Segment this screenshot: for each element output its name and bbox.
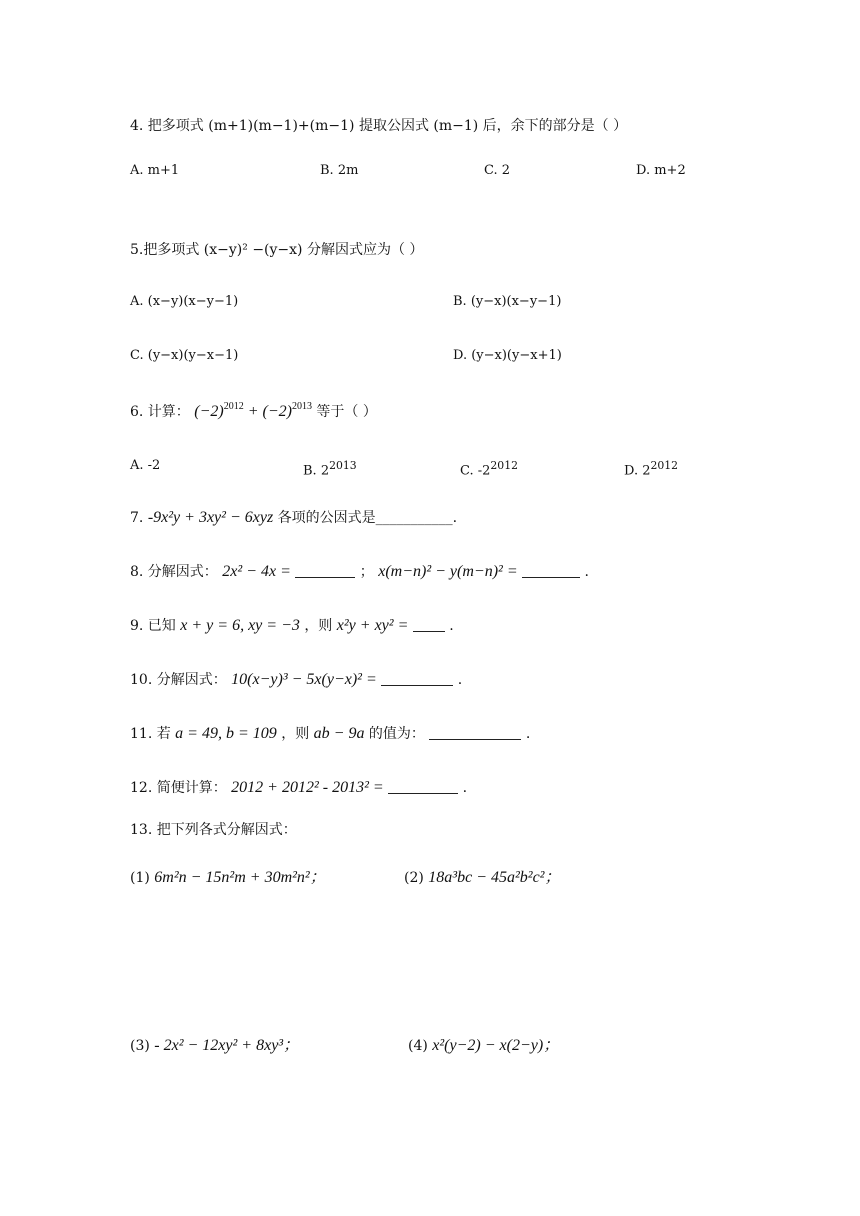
q11-condition: a = 49, b = 109 (175, 725, 277, 742)
question-8 (130, 562, 589, 582)
q11-mid: ，则 (281, 726, 314, 742)
q9-end: . (449, 618, 454, 634)
q13-item-1-expression: 6m²n − 15n²m + 30m²n²； (154, 869, 326, 886)
q11-answer-blank[interactable] (429, 725, 521, 740)
q6-option-b[interactable]: B. $2^{2013}$ (303, 459, 357, 479)
question-9 (130, 616, 454, 636)
q6-option-c[interactable]: C. $-2^{2012}$ (460, 459, 518, 479)
q12-prefix: 12. 简便计算： (130, 780, 227, 796)
q11-suffix: 的值为： (368, 726, 425, 742)
q13-item-2-label: (2) (404, 870, 429, 886)
question-11 (130, 724, 530, 744)
q12-answer-blank[interactable] (388, 779, 458, 794)
question-6-stem (130, 402, 377, 422)
q8-expression-1: 2x² − 4x = (222, 563, 291, 580)
q4-option-c[interactable]: C. 2 (484, 163, 511, 178)
q6-option-a[interactable]: A. -2 (130, 458, 161, 473)
q6-expression: $(-2)^{2012} + (-2)^{2013}$ (194, 401, 312, 420)
q8-expression-2: x(m−n)² − y(m−n)² = (378, 563, 518, 580)
q8-answer-blank-1[interactable] (295, 563, 355, 578)
q13-item-2-expression: 18a³bc − 45a²b²c²； (428, 869, 561, 886)
q7-expression: -9x²y + 3xy² − 6xyz (147, 509, 274, 526)
q10-expression: 10(x−y)³ − 5x(y−x)² = (231, 671, 377, 688)
question-13-stem: 13. 把下列各式分解因式： (130, 822, 297, 838)
q5-option-d[interactable]: D. (y−x)(y−x+1) (453, 348, 562, 363)
q13-item-3-label: (3) (130, 1038, 155, 1054)
q6-suffix: 等于（ ） (316, 404, 377, 420)
q4-option-b[interactable]: B. 2m (320, 163, 359, 178)
q6-prefix: 6. 计算： (130, 404, 190, 420)
q10-answer-blank[interactable] (381, 671, 453, 686)
q7-prefix: 7. (130, 510, 148, 526)
q5-option-b[interactable]: B. (y−x)(x−y−1) (453, 294, 562, 309)
q5-option-a[interactable]: A. (x−y)(x−y−1) (130, 294, 239, 309)
q6-option-d[interactable]: D. $2^{2012}$ (624, 459, 679, 479)
q9-condition: x + y = 6, xy = −3 (180, 617, 300, 634)
q9-mid: ，则 (304, 618, 337, 634)
q10-end: . (457, 672, 463, 688)
q8-answer-blank-2[interactable] (522, 563, 580, 578)
q4-option-d[interactable]: D. m+2 (636, 163, 686, 178)
q13-item-4-label: (4) (408, 1038, 433, 1054)
q11-prefix: 11. 若 (130, 726, 176, 742)
q7-suffix: 各项的公因式是___________. (277, 510, 458, 526)
question-7 (130, 508, 457, 528)
q13-item-3-expression: - 2x² − 12xy² + 8xy³； (154, 1037, 300, 1054)
q9-answer-blank[interactable] (413, 617, 445, 632)
q12-expression: 2012 + 2012² - 2013² = (231, 779, 384, 796)
question-12 (130, 778, 467, 798)
q8-prefix: 8. 分解因式： (130, 564, 218, 580)
q11-expression: ab − 9a (313, 725, 365, 742)
question-5-stem: 5.把多项式 (x−y)² −(y−x) 分解因式应为（ ） (130, 242, 424, 258)
question-10 (130, 670, 462, 690)
q9-expression: x²y + xy² = (336, 617, 409, 634)
q13-item-4-expression: x²(y−2) − x(2−y)； (432, 1037, 560, 1054)
q13-item-3 (130, 1036, 299, 1056)
question-4-stem: 4. 把多项式 (m+1)(m−1)+(m−1) 提取公因式 (m−1) 后，余下的部分是（ ） (130, 118, 628, 134)
q13-item-1-label: (1) (130, 870, 155, 886)
q11-end: . (525, 726, 531, 742)
q10-prefix: 10. 分解因式： (130, 672, 227, 688)
q8-separator: ； (359, 564, 374, 580)
q12-end: . (462, 780, 468, 796)
q9-prefix: 9. 已知 (130, 618, 181, 634)
q13-item-4 (408, 1036, 559, 1056)
q13-item-1 (130, 868, 326, 888)
q4-option-a[interactable]: A. m+1 (130, 163, 180, 178)
q13-item-2 (404, 868, 560, 888)
q5-option-c[interactable]: C. (y−x)(y−x−1) (130, 348, 239, 363)
q8-end: . (584, 564, 589, 580)
